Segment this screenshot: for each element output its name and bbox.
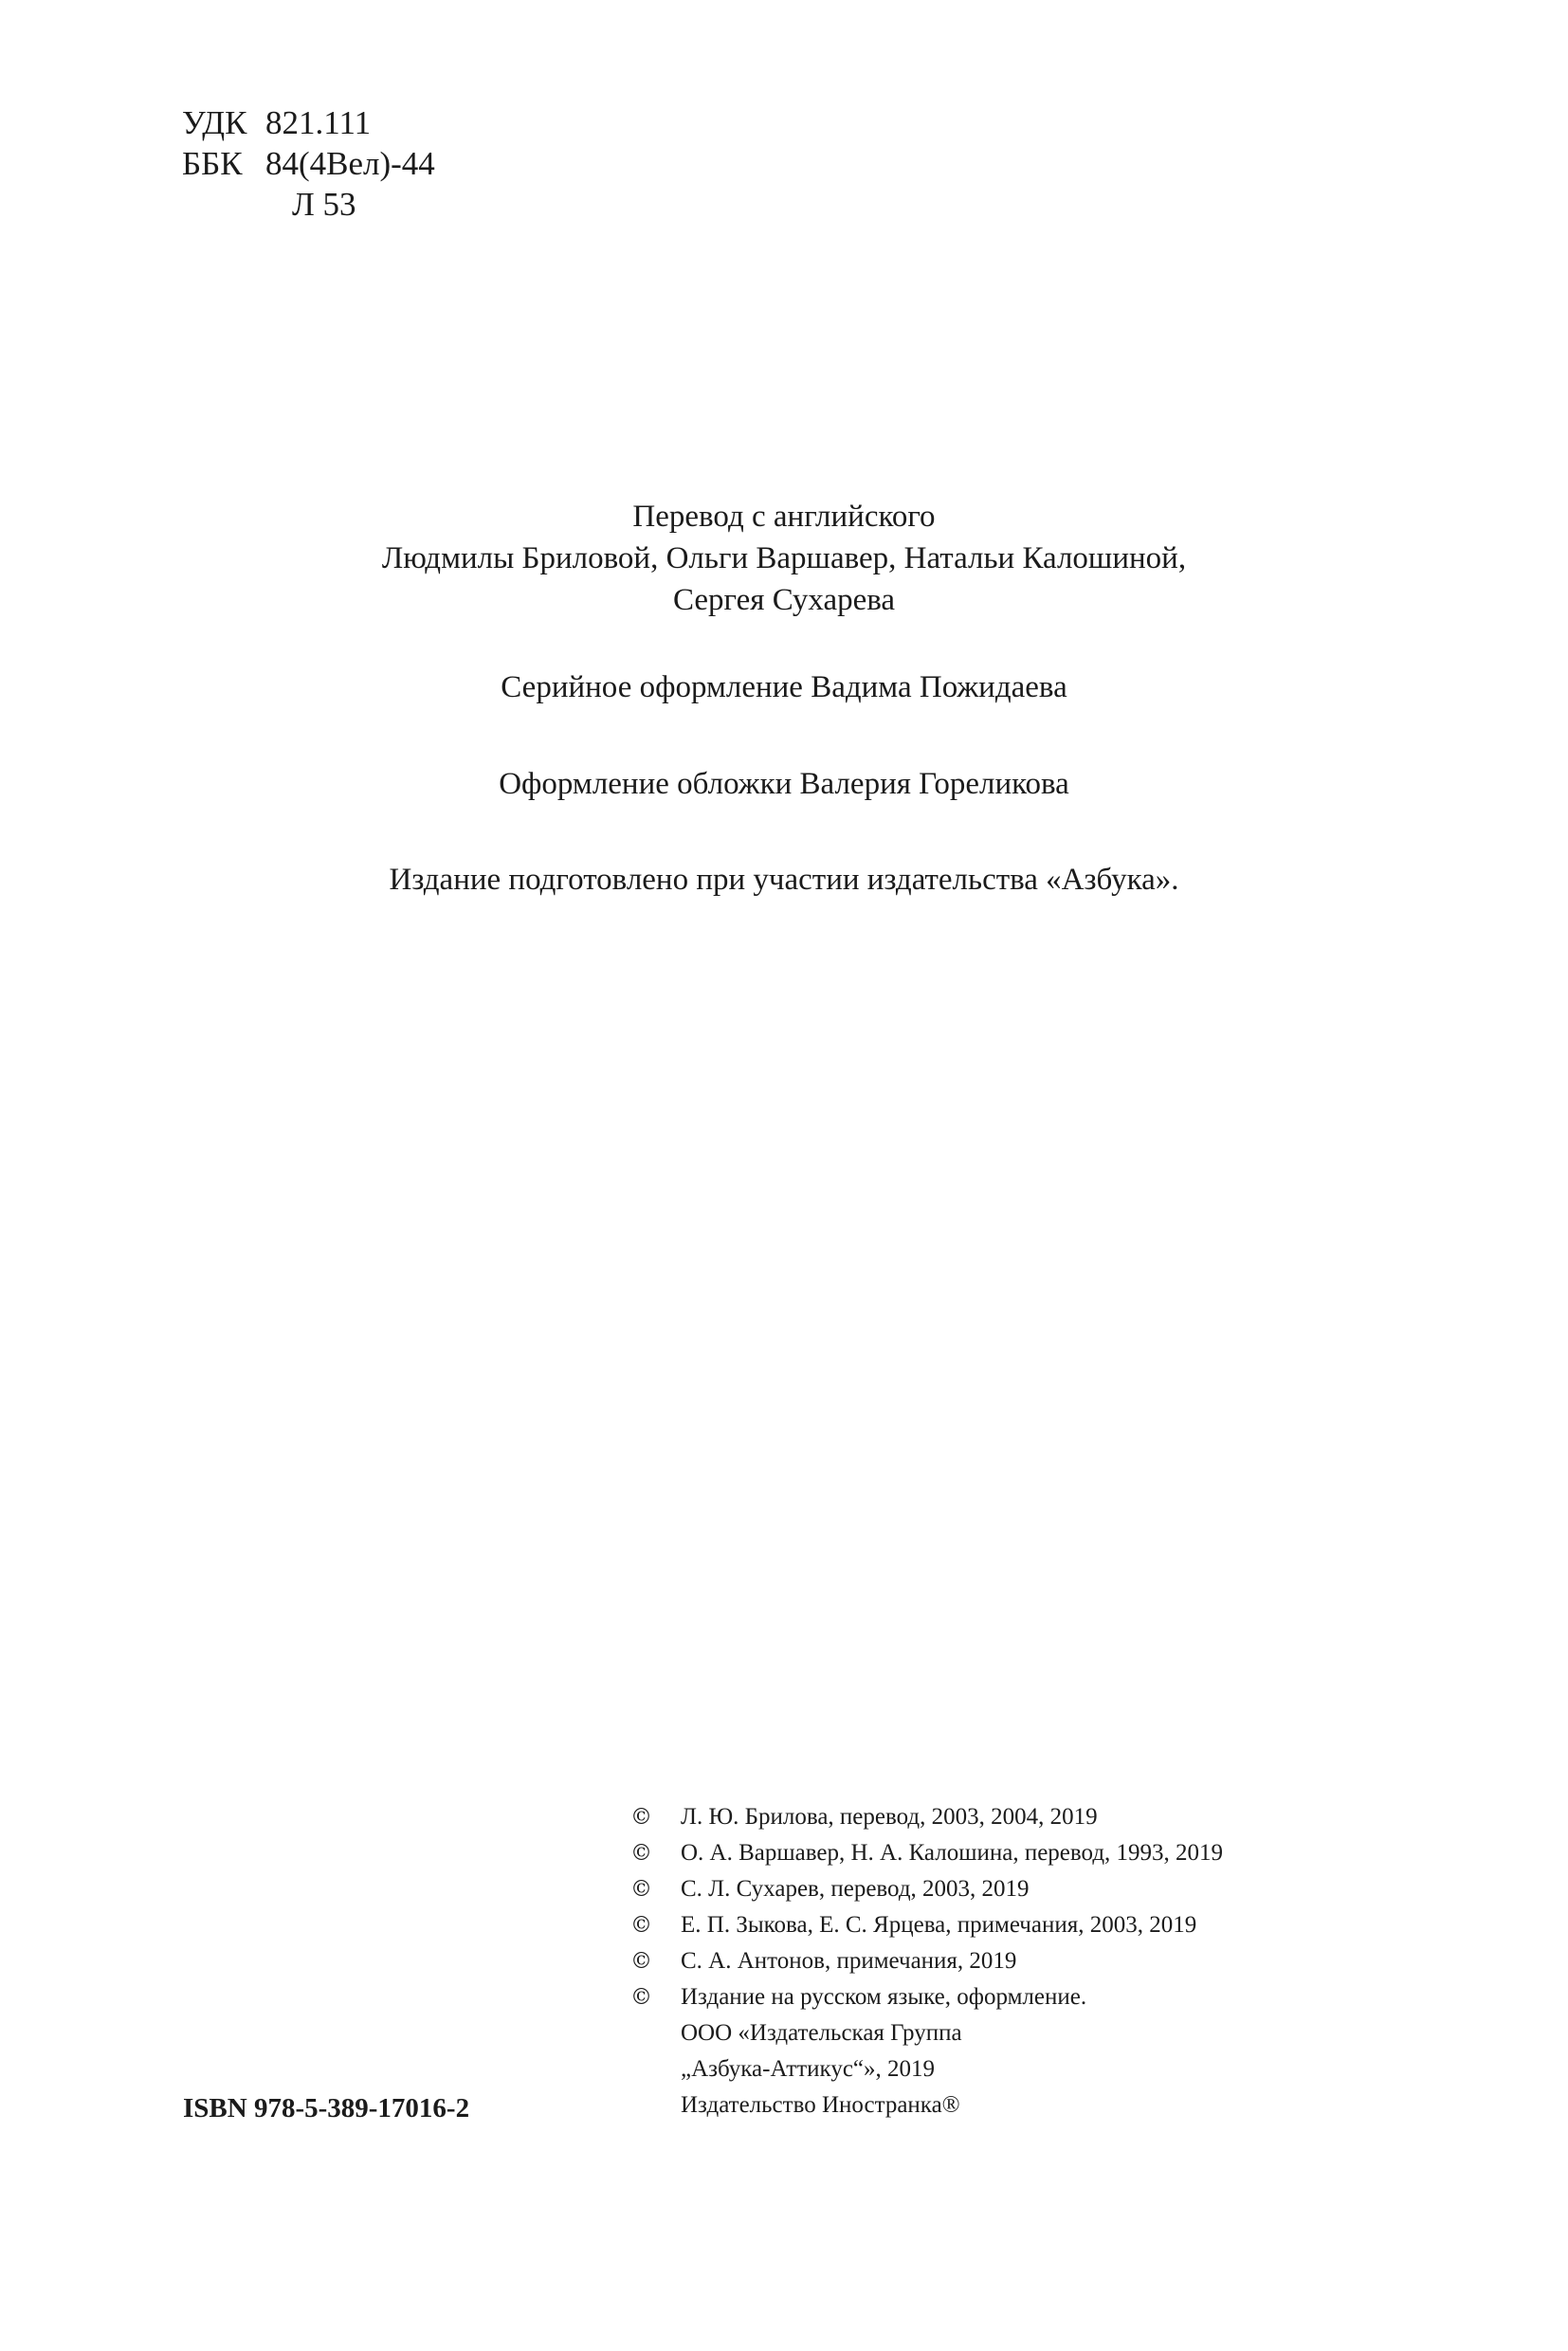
bbk-value: 84(4Вел)-44 [265,145,435,182]
udk-row [182,102,435,143]
copyright-entry [630,1799,1223,1835]
author-mark: Л 53 [292,186,356,223]
udk-value: 821.111 [265,104,372,141]
copyright-block [630,1799,1223,2123]
copyright-text: С. Л. Сухарев, перевод, 2003, 2019 [681,1876,1030,1902]
copyright-icon: © [630,1949,652,1974]
bbk-label: ББК [182,145,243,182]
cover-design-credit: Оформление обложки Валерия Гореликова [499,767,1069,801]
edition-note: Издание подготовлено при участии издательства «Азбука». [389,863,1179,897]
copyright-entry [630,1979,1223,2015]
copyright-text: Л. Ю. Брилова, перевод, 2003, 2004, 2019 [681,1804,1098,1830]
translation-heading: Перевод с английского [632,500,936,534]
bbk-row [182,143,435,184]
copyright-icon: © [630,1841,652,1866]
publisher-line: Издательство Иностранка® [681,2092,960,2118]
copyright-text: Е. П. Зыкова, Е. С. Ярцева, примечания, 2003, 2019 [681,1912,1197,1938]
classification-block [182,102,435,225]
translators-line-2: Сергея Сухарева [672,583,896,617]
copyright-entry [630,1835,1223,1871]
series-design-credit: Серийное оформление Вадима Пожидаева [501,670,1067,704]
copyright-icon: © [630,1877,652,1902]
credits-block [0,496,1568,901]
translators-line-1: Людмилы Бриловой, Ольги Варшавер, Натальи Калошиной, [381,541,1187,575]
publisher-line: „Азбука-Аттикус“», 2019 [681,2056,936,2082]
copyright-text: С. А. Антонов, примечания, 2019 [681,1948,1017,1974]
isbn: ISBN 978-5-389-17016-2 [183,2093,470,2123]
copyright-entry [630,1943,1223,1979]
udk-label: УДК [182,104,247,141]
publisher-line: ООО «Издательская Группа [681,2020,962,2046]
copyright-icon: © [630,1985,652,2010]
copyright-text: О. А. Варшавер, Н. А. Калошина, перевод, 1993, 2019 [681,1840,1224,1866]
copyright-icon: © [630,1913,652,1938]
copyright-entry [630,1907,1223,1943]
copyright-entry [630,1871,1223,1907]
copyright-icon: © [630,1805,652,1830]
copyright-text: Издание на русском языке, оформление. [681,1984,1087,2010]
